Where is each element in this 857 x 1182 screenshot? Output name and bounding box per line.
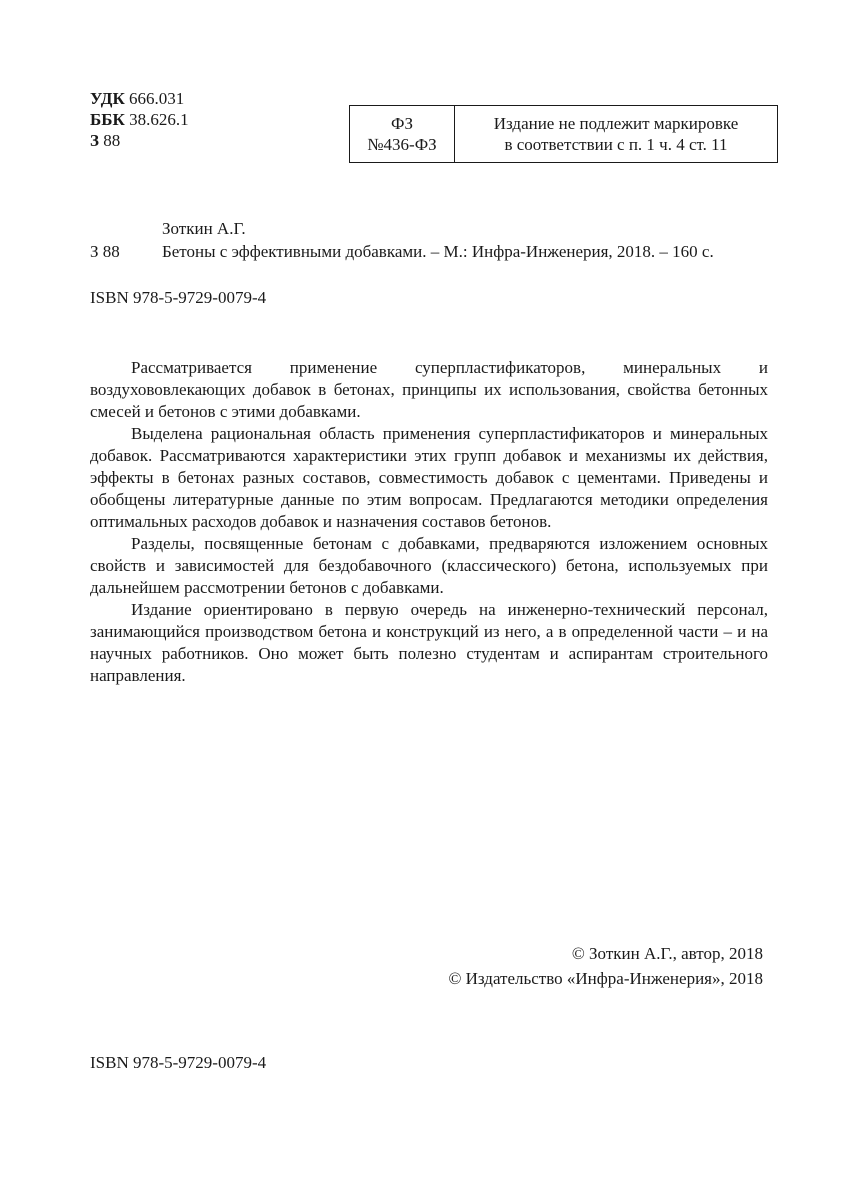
copyright-author: © Зоткин А.Г., автор, 2018: [571, 944, 763, 963]
isbn-top: ISBN 978-5-9729-0079-4: [90, 288, 267, 307]
author-name: Зоткин А.Г.: [162, 219, 246, 238]
copyright-publisher: © Издательство «Инфра-Инженерия», 2018: [448, 969, 763, 988]
fz-line-2: №436-ФЗ: [367, 135, 437, 154]
bbk-value: 38.626.1: [129, 110, 189, 129]
abstract-paragraph: Издание ориентировано в первую очередь на инженерно-технический персонал, занимающийся производством бетона и конструкций из него, а в определенной части – и на научных работников. Оно может быть полезно студентам и аспирантам строительного направления.: [90, 600, 768, 685]
bbk-line: [90, 109, 189, 130]
abstract-paragraph: Рассматривается применение суперпластификаторов, минеральных и воздухововлекающих добавок в бетонах, принципы их использования, свойства бетонных смесей и бетонов с этими добавками.: [90, 358, 768, 421]
fz-notice-line-2: в соответствии с п. 1 ч. 4 ст. 11: [504, 135, 728, 154]
z-value: 88: [103, 131, 121, 150]
udk-value: 666.031: [129, 89, 185, 108]
udk-line: [90, 88, 189, 109]
fz-law-cell: [350, 106, 455, 162]
fz-line-1: ФЗ: [391, 114, 413, 133]
classification-codes: [90, 88, 189, 151]
z-label: З: [90, 131, 99, 150]
bibliographic-entry: [90, 242, 780, 262]
bibliographic-text: Бетоны с эффективными добавками. – М.: Инфра-Инженерия, 2018. – 160 с.: [162, 242, 714, 261]
abstract: [90, 357, 768, 687]
isbn-bottom: ISBN 978-5-9729-0079-4: [90, 1053, 267, 1072]
bibliographic-code: З 88: [90, 242, 120, 261]
bbk-label: ББК: [90, 110, 125, 129]
z-line: [90, 130, 189, 151]
abstract-paragraph: Выделена рациональная область применения суперпластификаторов и минеральных добавок. Рассматриваются характеристики этих групп добавок и механизмы их действия, эффекты в бетонах разных составов, совместимость добавок с цементами. Приведены и обобщены литературные данные по этим вопросам. Предлагаются методики определения оптимальных расходов добавок и назначения составов бетонов.: [90, 424, 768, 531]
fz-notice-cell: [455, 106, 777, 162]
udk-label: УДК: [90, 89, 125, 108]
copyright-block: [448, 941, 763, 991]
fz-marking-box: [349, 105, 778, 163]
abstract-paragraph: Разделы, посвященные бетонам с добавками, предваряются изложением основных свойств и зависимостей для бездобавочного (классического) бетона, используемых при дальнейшем рассмотрении бетонов с добавками.: [90, 534, 768, 597]
fz-notice-line-1: Издание не подлежит маркировке: [493, 114, 739, 133]
